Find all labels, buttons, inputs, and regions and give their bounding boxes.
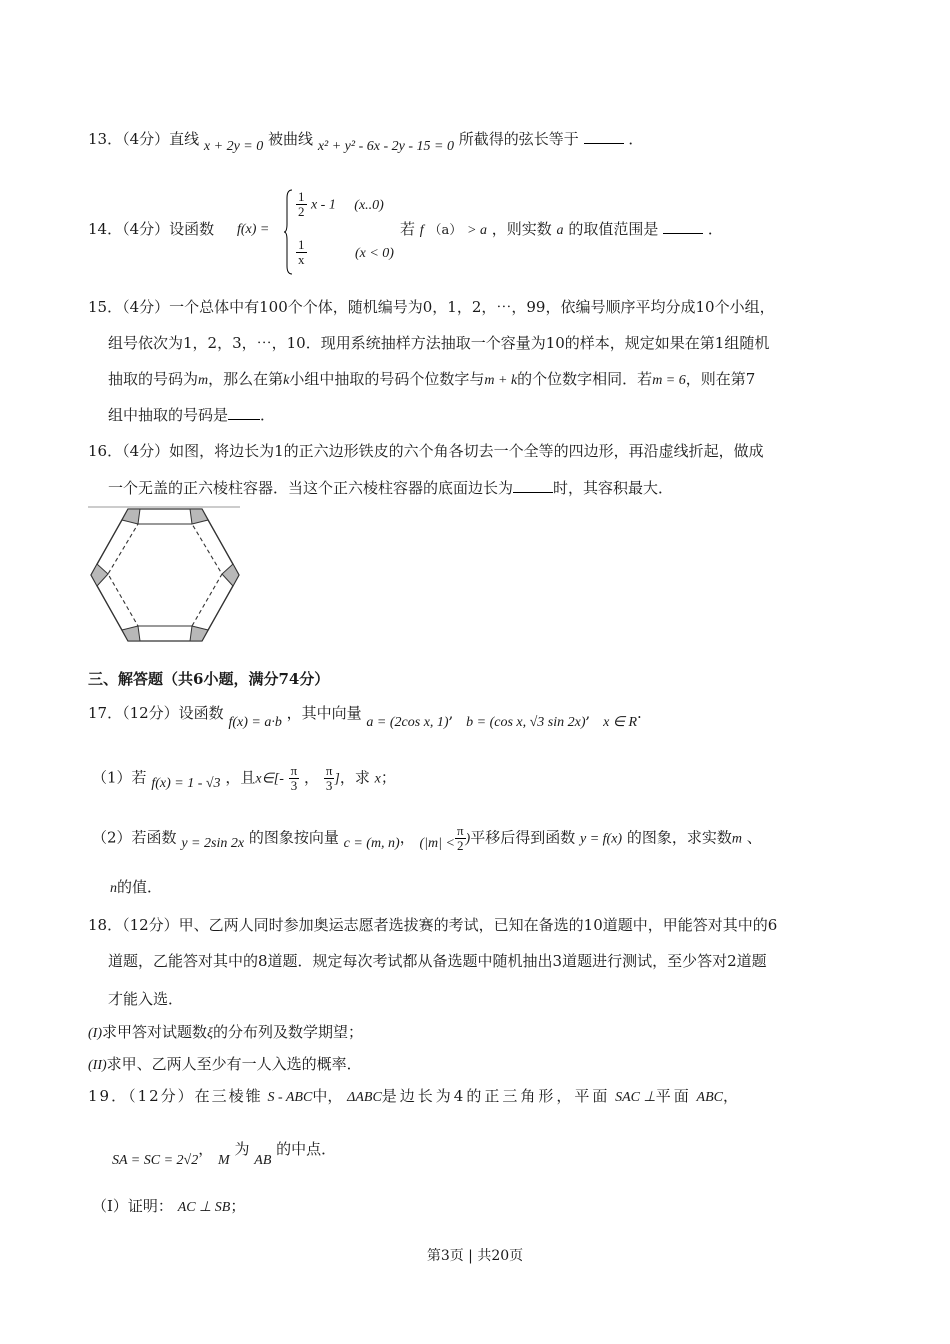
q17-p2-pre: （2）若函数 [92,828,177,847]
q19-mid3: 平面 [655,1087,692,1105]
q17-p1-tail: ，求 [339,768,370,787]
q15-answer-blank [228,405,260,420]
q15-l3d: 的个位数字相同．若 [517,370,653,388]
hexagon-outline [91,509,239,641]
q14-cond-a: （a） [428,223,463,238]
q17-p2-pi: π [456,823,464,838]
q14-cond-tail: 的取值范围是 [568,220,659,238]
question-16-line-1: 16．（4分）如图，将边长为1的正六边形铁皮的六个角各切去一个全等的四边形，再沿虚线折起，做成 [88,442,764,460]
q19-comma: ， [722,1087,738,1105]
question-17: 17．（12分）设函数 f(x) = a·b ，其中向量 a = (2cos x, 1), b = (cos x, √3 sin 2x), x ∈ R. [88,704,642,730]
q15-l4: 组中抽取的号码是 [108,406,229,424]
q16-l2b: 时，其容积最大． [553,479,674,497]
q17-p2-vector-c: c = (m, n) [343,835,400,851]
q19-mid2: 是边长为4的正三角形，平面 [381,1087,611,1105]
q17-p1-interval: x∈[- [255,771,284,787]
cut-corners [91,509,239,641]
q17-p1-pre: （1）若 [92,768,147,787]
q13-curve-equation: x² + y² - 6x - 2y - 15 = 0 [317,139,454,154]
q19-p1-end: ； [230,1197,246,1215]
q14-case1-den: 2 [298,204,305,219]
q14-end: ． [707,220,723,238]
q17-p2-n: n [110,881,117,896]
q15-l3e: ，则在第7 [685,370,756,388]
outer-cut-lines [97,520,233,630]
q17-p1-close: ] [334,771,340,787]
q15-m: m [198,373,209,388]
q17-fx: f(x) = a·b [228,715,282,730]
q14-cond-gt: > a [467,223,487,238]
q14-case1-expr: x - 1 [310,197,336,213]
question-19 [88,1085,738,1106]
q16-answer-blank [513,478,553,493]
q14-case2-fraction [296,238,307,267]
q17-p1-pi-2: π [325,763,333,778]
q19-sa-sc: SA = SC = 2√2 [112,1153,199,1168]
q17-p1-3-2: 3 [325,778,333,793]
q13-tail: 所截得的弦长等于 [458,130,579,148]
q17-p1-comma: ， [304,768,320,787]
q17-mid: ，其中向量 [286,704,362,722]
q17-p2-cond: (|m| < [419,835,455,851]
q17-p2-mid: 的图象按向量 [248,828,339,847]
q13-answer-blank [584,129,624,144]
q19-abc: ABC [696,1090,723,1105]
q19-p1-eq: AC ⊥ SB [177,1200,231,1215]
q14-cond-f: f [419,223,424,238]
q17-p1-mid: ，且 [225,768,256,787]
q14-fx: f(x) = [237,222,270,237]
q17-part-1 [92,764,396,793]
question-14 [88,218,214,239]
q17-p2-close: ) [465,831,471,847]
q19-m: M [218,1153,230,1168]
q14-number: 14．（4分）设函数 [88,220,215,238]
q15-l3c: 小组中抽取的号码个位数字与 [289,370,485,388]
q17-p1-eq: f(x) = 1 - √3 [151,775,221,791]
q14-case-2 [296,238,394,267]
q19-p1-label: （Ⅰ）证明： [92,1197,173,1215]
q17-p2-y: y = f(x) [579,831,623,847]
hexagon-figure [86,504,244,646]
page-footer: 第3页 | 共20页 [426,1248,524,1264]
q15-k: k [283,373,290,388]
question-15-line-1: 15．（4分）一个总体中有100个个体，随机编号为0，1，2，⋯，99，依编号顺序平均分成10个小组， [88,298,775,316]
q17-p2-2: 2 [456,838,464,853]
q13-number: 13．（4分）直线 [88,130,200,148]
q17-vector-b: b = (cos x, √3 sin 2x) [466,715,586,730]
q17-p2-eq: y = 2sin 2x [181,835,245,851]
q17-part-2-cont [110,876,162,897]
q18-p1-tail: 的分布列及数学期望； [213,1023,364,1041]
q19-number: 19．（12分）在三棱锥 [88,1087,263,1105]
q15-m-plus-k: m + k [484,373,518,388]
q14-case-1 [296,190,384,219]
q14-case2-cond: (x < 0) [354,245,394,261]
q19-comma2: ， [198,1140,214,1158]
q19-line-2 [112,1138,337,1168]
q18-part-1 [88,1021,363,1042]
q19-ab: AB [254,1153,272,1168]
q19-triangle: ΔABC [347,1090,382,1105]
section-3-heading: 三、解答题（共6小题，满分74分） [88,670,330,688]
q18-p1-text: 求甲答对试题数 [102,1023,208,1041]
q17-p1-frac-2 [324,764,335,793]
q18-p2-text: 求甲、乙两人至少有一人入选的概率． [106,1055,362,1073]
q19-midpoint-text: 的中点． [276,1140,337,1158]
q19-sabc: S - ABC [267,1090,313,1105]
q14-case1-cond: (x..0) [354,197,384,213]
question-15-line-2: 组号依次为1，2，3，⋯，10．现用系统抽样方法抽取一个容量为10的样本，规定如果在第1组随机 [108,334,770,352]
q14-cond-mid: ，则实数 [491,220,552,238]
q13-text: 被曲线 [268,130,314,148]
q17-p1-end: ； [380,768,396,787]
q19-sac: SAC ⊥ [615,1090,656,1105]
q17-p2-m: m [731,831,742,847]
q17-p2-end: 的值． [117,878,163,896]
q14-case2-num: 1 [298,237,305,252]
q18-xi: ξ [207,1026,214,1041]
q13-end: ． [628,130,644,148]
q14-case2-den: x [298,252,305,267]
question-15-line-3 [108,368,755,389]
q14-cond-var: a [556,223,564,238]
q18-p2-label: (II) [88,1058,107,1073]
q15-m-equals-6: m = 6 [652,373,686,388]
question-15-line-4 [108,404,275,425]
q17-p1-x: x [374,771,381,787]
fold-dashed-hexagon [108,524,222,626]
question-18-line-1: 18．（12分）甲、乙两人同时参加奥运志愿者选拔赛的考试，已知在备选的10道题中，甲能答对其中的6 [88,916,778,934]
q13-line-equation: x + 2y = 0 [203,139,264,154]
q14-answer-blank [663,219,703,234]
q14-cond-pre: 若 [400,220,416,238]
q17-p2-tail2: 的图象，求实数 [626,828,732,847]
q17-x-in-r: x ∈ R [603,715,638,730]
q14-brace [284,188,294,276]
q14-case1-fraction [296,190,307,219]
question-16-line-2 [108,477,673,498]
q17-p1-frac-1 [289,764,300,793]
q17-p1-pi-1: π [290,763,298,778]
q17-part-2: （2）若函数 y = 2sin 2x 的图象按向量 c = (m, n)， (|m| < $\frac{\pi}{2}$ )平移后得到函数 y = f(x) 的图象，求实数m 、 [92,823,762,853]
q17-p2-sep: 、 [746,828,762,847]
q19-part-1 [92,1195,245,1216]
q17-p2-tail: 平移后得到函数 [470,828,576,847]
q14-case1-num: 1 [298,189,305,204]
q17-number: 17．（12分）设函数 [88,704,224,722]
question-18-line-3: 才能入选． [108,990,184,1008]
question-18-line-2: 道题，乙能答对其中的8道题．规定每次考试都从备选题中随机抽出3道题进行测试，至少答对2道题 [108,952,767,970]
question-13 [88,128,644,154]
q18-p1-label: (I) [88,1026,102,1041]
q17-p2-frac [455,824,466,853]
q15-l3b: ，那么在第 [208,370,284,388]
q17-p1-3-1: 3 [290,778,298,793]
q17-vector-a: a = (2cos x, 1) [366,715,449,730]
q15-end: ． [260,406,276,424]
q14-condition [400,218,723,239]
q18-part-2 [88,1053,362,1074]
q19-mid1: 中， [312,1087,343,1105]
q19-wei: 为 [234,1140,250,1158]
q16-l2a: 一个无盖的正六棱柱容器．当这个正六棱柱容器的底面边长为 [108,479,514,497]
q15-l3a: 抽取的号码为 [108,370,199,388]
